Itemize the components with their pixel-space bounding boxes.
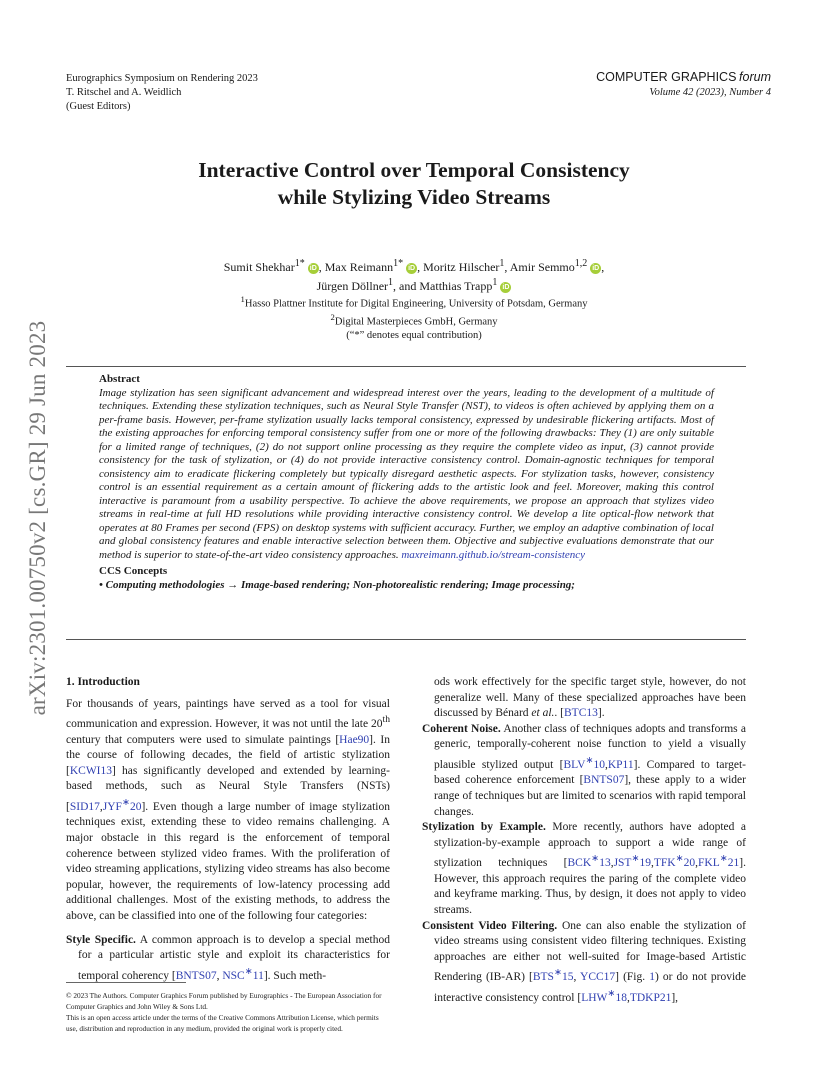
affil-sup: 2 (330, 312, 335, 322)
equal-contribution-note: (“*” denotes equal contribution) (346, 330, 482, 341)
citation-link[interactable]: BLV∗10 (563, 754, 605, 771)
ccs-bullet: • (99, 578, 103, 591)
citation-link[interactable]: KP11 (607, 758, 634, 771)
citation-link[interactable]: KCWI13 (69, 764, 113, 777)
affiliation-1: Hasso Plattner Institute for Digital Engineering, University of Potsdam, Germany (244, 298, 588, 310)
orcid-icon[interactable]: iD (408, 265, 416, 272)
coherent-noise-paragraph: Coherent Noise. Another class of techniques adopts and transforms a generic, temporally-coherent noise function to yield a visually plausible stylized output [BLV∗10,KP11]. Compared to target-based coherence enforcement [BNTS07], these apply to a wider range of techniques but are limited to scenarios with rapid temporal changes. (422, 722, 746, 818)
citation-link[interactable]: BCK∗13 (567, 853, 611, 870)
author-name: Moritz Hilscher (423, 260, 500, 274)
orcid-icon[interactable]: iD (592, 265, 600, 272)
ccs-concepts (99, 579, 714, 593)
copyright-line: © 2023 The Authors. Computer Graphics Forum published by Eurographics - The European Association for Computer Graphics and John Wiley & Sons Ltd. (66, 991, 382, 1011)
citation-link[interactable]: NSC∗11 (222, 965, 264, 982)
license-line: This is an open access article under the terms of the Creative Commons Attribution License, which permits use, distribution and reproduction in any medium, provided the original work is properly cited. (66, 1013, 379, 1033)
author-sup: 1 (492, 277, 498, 288)
venue-line: Eurographics Symposium on Rendering 2023 (66, 73, 258, 84)
citation-link[interactable]: BNTS07 (583, 774, 625, 787)
stylization-by-example-paragraph: Stylization by Example. More recently, authors have adopted a stylization-by-example approach to support a wide range of stylization techniques [BCK∗13,JST∗19,TFK∗20,FKL∗21]. However, this approach requires the paring of the complete video and keyframe marking. Thus, by design, it does not apply to video streams. (422, 821, 746, 916)
abstract-heading: Abstract (99, 373, 140, 385)
affiliation-2: Digital Masterpieces GmbH, Germany (334, 316, 498, 328)
affil-sup: 1 (240, 294, 245, 304)
author-name: Jürgen Döllner (316, 279, 389, 293)
author-name: Sumit Shekhar (223, 260, 295, 274)
citation-link[interactable]: BNTS07 (175, 969, 217, 982)
author-sup: 1* (294, 258, 305, 269)
citation-link[interactable]: SID17 (69, 800, 100, 813)
citation-link[interactable]: BTS∗15 (532, 967, 574, 984)
journal-header (596, 70, 771, 100)
ccs-arrow: → (227, 578, 239, 591)
citation-link[interactable]: LHW∗18 (581, 987, 627, 1004)
project-link[interactable]: maxreimann.github.io/stream-consistency (401, 548, 586, 561)
title-line-2: while Stylizing Video Streams (277, 185, 551, 209)
consistent-video-filtering-paragraph: Consistent Video Filtering. One can also enable the stylization of video streams using consistent video filtering techniques. Existing approaches are either not well-suited for Image-based Artistic Rendering (IB-AR) [BTS∗15, YCC17] (Fig. 1) or do not provide interactive consistency control [LHW∗18,TDKP21], (422, 919, 746, 1004)
journal-forum: forum (739, 70, 771, 84)
section-heading: 1. Introduction (66, 676, 140, 688)
right-column (422, 675, 746, 1006)
citation-link[interactable]: JYF∗20 (102, 796, 142, 813)
citation-link[interactable]: TFK∗20 (653, 853, 696, 870)
citation-link[interactable]: Hae90 (339, 733, 370, 746)
abstract-block (99, 373, 714, 592)
abstract-text: Image stylization has seen significant advancement and widespread interest over the years, leading to the development of a multitude of techniques. Extending these stylization techniques, such as Neural Style Transfer (NST), to videos is often achieved by applying them on a per-frame basis. However, per-frame stylization usually lacks temporal consistency, expressed by undesirable flickering artifacts. Most of the existing approaches for enforcing temporal consistency suffer from one or more of the following drawbacks: They (1) are only suitable for a limited range of techniques, (2) do not support online processing as they require the complete video as input, (3) cannot provide consistency for the task of stylization, or (4) do not provide interactive consistency control. Domain-agnostic techniques for temporal consistency aim to eradicate flickering completely but typically disregard aesthetic aspects. For stylization tasks, however, consistency control is an essential requirement as a certain amount of flickering adds to the artistic look and feel. Moreover, making this control interactive is paramount from a usability perspective. To achieve the above requirements, we propose an approach that stylizes video streams in real-time at full HD resolutions while providing interactive consistency control. We develop a lite optical-flow network that operates at 80 Frames per second (FPS) on desktop systems with sufficient accuracy. Further, we employ an adaptive combination of local and global consistency features and enable interactive selection between them. Objective and subjective evaluations demonstrate that our method is superior to state-of-the-art video consistency approaches. (99, 386, 714, 561)
author-sup: 1 (499, 258, 505, 269)
arxiv-id: arXiv:2301.00750v2 [cs.GR] 29 Jun 2023 (25, 320, 50, 716)
intro-paragraph: For thousands of years, paintings have served as a tool for visual communication and expression. However, it was not until the late 20th century that computers were used to simulate paintings [Hae90]. In the course of following decades, the field of artistic stylization [KCWI13] has significantly developed and extended by learning-based methods, such as Neural Style Transfers (NSTs) [SID17,JYF∗20]. Even though a large number of image stylization techniques exist, extending these to video remains challenging. A major obstacle in this regard is the enforcement of temporal coherence between stylized video frames. With the proliferation of video streaming applications, stylizing video streams has also become popular, however, the requirements of low-latency processing add additional challenges. Most of the existing methods, to address the above, can be classified into one of the following four categories: (66, 697, 390, 922)
paper-title (0, 157, 828, 211)
author-list: Sumit Shekhar$^{1*}$ iD , Max Reimann$^{1*}$ iD , Moritz Hilscher$^1$, Amir Semmo$^{1,2}$ iD , Jürgen Döllner$^1$, and Matthias Trapp$^1$ iD (223, 258, 605, 293)
author-sup: 1 (388, 277, 394, 288)
title-line-1: Interactive Control over Temporal Consistency (198, 158, 630, 182)
author-name: Max Reimann (324, 260, 394, 274)
figure-link[interactable]: 1 (649, 971, 655, 984)
author-name: Amir Semmo (509, 260, 575, 274)
divider-top (66, 366, 746, 367)
ccs-terms: Image-based rendering; Non-photorealistic rendering; Image processing; (241, 578, 575, 591)
citation-link[interactable]: YCC17 (580, 971, 616, 984)
continuation-paragraph: ods work effectively for the specific target style, however, do not generalize well. Many of these specialized approaches have been discussed by Bénard et al.. [BTC13]. (434, 676, 746, 720)
editors-line: T. Ritschel and A. Weidlich (66, 87, 182, 98)
ccs-heading: CCS Concepts (99, 565, 168, 577)
citation-link[interactable]: JST∗19 (613, 853, 651, 870)
citation-link[interactable]: FKL∗21 (698, 853, 740, 870)
affiliations (0, 293, 828, 343)
citation-link[interactable]: BTC13 (564, 707, 598, 720)
orcid-icon[interactable]: iD (309, 265, 317, 272)
orcid-icon[interactable]: iD (502, 284, 510, 291)
divider-bottom (66, 639, 746, 640)
author-sup: 1* (393, 258, 404, 269)
volume-line: Volume 42 (2023), Number 4 (649, 87, 771, 98)
author-sup: 1,2 (574, 258, 588, 269)
ccs-category: Computing methodologies (105, 578, 225, 591)
copyright-footnote (66, 990, 392, 1034)
style-specific-paragraph: Style Specific. A common approach is to develop a special method for a particular artistic style and exploit its characteristics for temporal coherency [BNTS07, NSC∗11]. Such meth- (66, 933, 390, 982)
left-column (66, 675, 390, 984)
guest-editors-line: (Guest Editors) (66, 101, 131, 112)
venue-header (66, 72, 258, 114)
citation-link[interactable]: TDKP21 (629, 991, 672, 1004)
author-name: Matthias Trapp (419, 279, 493, 293)
journal-name: COMPUTER GRAPHICS (596, 70, 737, 84)
footnote-rule (66, 982, 186, 983)
arxiv-stamp (18, 268, 58, 768)
